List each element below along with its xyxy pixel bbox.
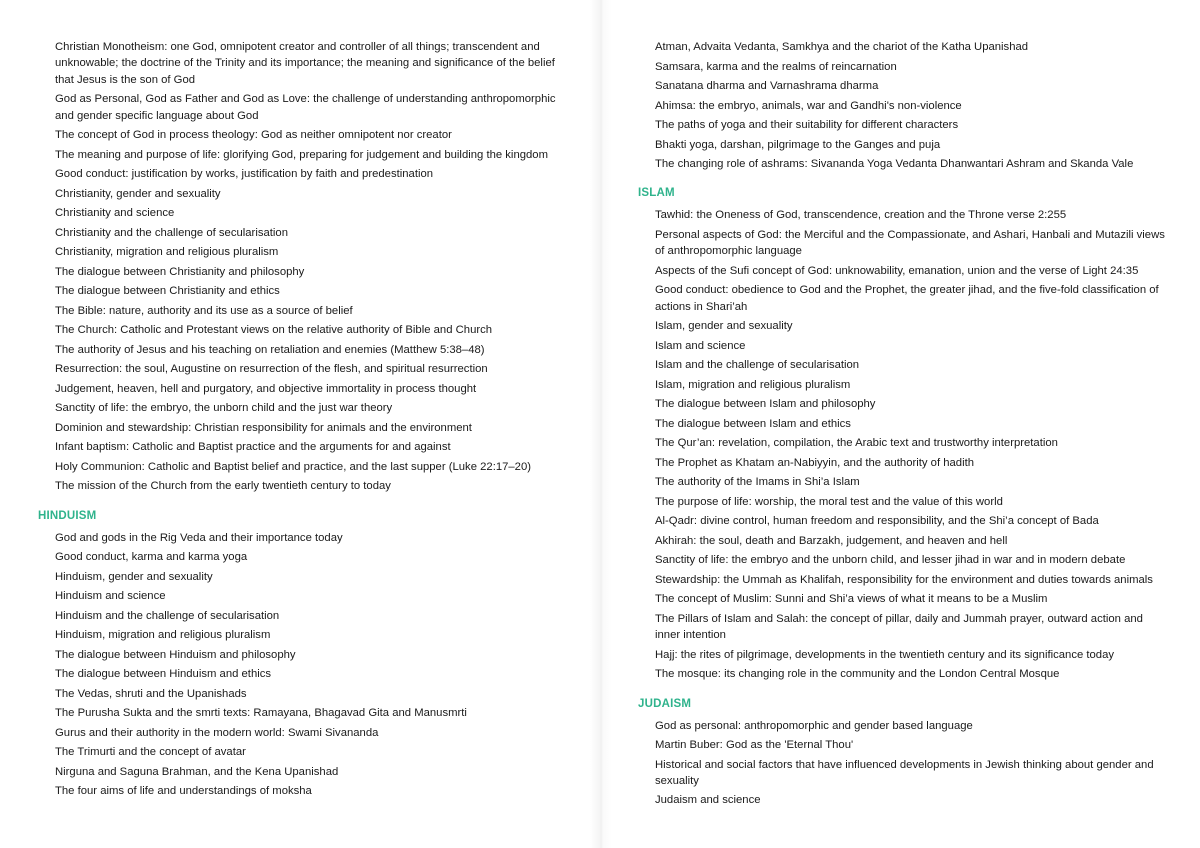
topic-item: The Trimurti and the concept of avatar: [55, 746, 246, 759]
hinduism-continued-topic-list: [638, 39, 1200, 172]
topic-item: The dialogue between Islam and ethics: [655, 417, 851, 430]
topic-item: Sanatana dharma and Varnashrama dharma: [655, 80, 879, 92]
topic-item: God as Personal, God as Father and God as Love: the challenge of understanding anthropomorphic and gender specific language about God: [55, 93, 556, 122]
topic-item: Christian Monotheism: one God, omnipotent creator and controller of all things; transcendent and unknowable; the doctrine of the Trinity and its importance; the meaning and significance of the belief that Jesus is the son of God: [55, 41, 555, 86]
topic-item: Christianity and the challenge of secularisation: [55, 226, 288, 239]
topic-item: Islam and the challenge of secularisation: [655, 359, 860, 372]
topic-item: The Purusha Sukta and the smrti texts: Ramayana, Bhagavad Gita and Manusmrti: [55, 707, 467, 720]
topic-item: The Pillars of Islam and Salah: the concept of pillar, daily and Jummah prayer, outward action and inner intention: [655, 612, 1143, 642]
topic-item: Gurus and their authority in the modern world: Swami Sivananda: [55, 726, 379, 739]
topic-item: Islam, migration and religious pluralism: [655, 378, 851, 391]
topic-item: Holy Communion: Catholic and Baptist belief and practice, and the last supper (Luke 22:17–20): [55, 460, 532, 473]
topic-item: Historical and social factors that have influenced developments in Jewish thinking about gender and sexuality: [655, 758, 1154, 787]
topic-item: The mission of the Church from the early twentieth century to today: [55, 480, 391, 493]
topic-item: Christianity, gender and sexuality: [55, 187, 221, 200]
section-heading-hinduism: HINDUISM: [38, 509, 97, 522]
topic-item: God and gods in the Rig Veda and their importance today: [55, 531, 343, 544]
topic-item: Nirguna and Saguna Brahman, and the Kena Upanishad: [55, 765, 339, 778]
topic-item: The Qur’an: revelation, compilation, the Arabic text and trustworthy interpretation: [655, 437, 1058, 450]
topic-item: The Church: Catholic and Protestant views on the relative authority of Bible and Church: [55, 324, 493, 337]
topic-item: The dialogue between Christianity and philosophy: [55, 265, 305, 278]
section-heading-judaism: JUDAISM: [638, 697, 692, 710]
topic-item: Al-Qadr: divine control, human freedom and responsibility, and the Shi’a concept of Bada: [655, 515, 1099, 528]
topic-item: The changing role of ashrams: Sivananda Yoga Vedanta Dhanwantari Ashram and Skanda Vale: [655, 158, 1134, 170]
topic-item: Stewardship: the Ummah as Khalifah, responsibility for the environment and duties towards animals: [655, 573, 1153, 586]
topic-item: The dialogue between Hinduism and ethics: [55, 668, 272, 681]
hinduism-topic-list: [38, 530, 600, 800]
topic-item: Hinduism, gender and sexuality: [55, 570, 213, 583]
topic-item: Judaism and science: [655, 794, 761, 807]
topic-item: Christianity and science: [55, 207, 175, 220]
islam-topic-list: [638, 207, 1200, 682]
topic-item: Martin Buber: God as the 'Eternal Thou': [655, 739, 854, 752]
topic-item: The four aims of life and understandings of moksha: [55, 785, 312, 798]
topic-item: The Vedas, shruti and the Upanishads: [55, 687, 247, 700]
topic-item: Islam, gender and sexuality: [655, 320, 793, 333]
topic-item: Personal aspects of God: the Merciful and the Compassionate, and Ashari, Hanbali and Mutazili views of anthropomorphic language: [655, 228, 1165, 258]
topic-item: Hinduism and the challenge of secularisation: [55, 609, 280, 622]
topic-item: Christianity, migration and religious pluralism: [55, 246, 279, 259]
topic-item: God as personal: anthropomorphic and gender based language: [655, 719, 973, 732]
topic-item: The concept of Muslim: Sunni and Shi’a views of what it means to be a Muslim: [655, 593, 1048, 606]
topic-item: Good conduct: justification by works, justification by faith and predestination: [55, 168, 434, 181]
topic-item: The meaning and purpose of life: glorifying God, preparing for judgement and building the kingdom: [55, 148, 548, 161]
topic-item: The mosque: its changing role in the community and the London Central Mosque: [655, 668, 1060, 681]
topic-item: Infant baptism: Catholic and Baptist practice and the arguments for and against: [55, 441, 451, 454]
topic-item: The dialogue between Christianity and ethics: [55, 285, 280, 298]
topic-item: Samsara, karma and the realms of reincarnation: [655, 60, 897, 73]
topic-item: Akhirah: the soul, death and Barzakh, judgement, and heaven and hell: [655, 534, 1008, 547]
topic-item: Good conduct, karma and karma yoga: [55, 551, 248, 564]
topic-item: The dialogue between Islam and philosophy: [655, 398, 876, 411]
topic-item: Hinduism and science: [55, 590, 166, 603]
topic-item: Hinduism, migration and religious pluralism: [55, 629, 271, 642]
christianity-topic-list: [38, 39, 600, 495]
topic-item: Resurrection: the soul, Augustine on resurrection of the flesh, and spiritual resurrection: [55, 363, 488, 376]
topic-item: The Prophet as Khatam an-Nabiyyin, and the authority of hadith: [655, 456, 975, 469]
topic-item: Judgement, heaven, hell and purgatory, and objective immortality in process thought: [55, 382, 477, 395]
topic-item: Islam and science: [655, 339, 746, 352]
topic-item: Sanctity of life: the embryo, the unborn child and the just war theory: [55, 402, 393, 415]
topic-item: The paths of yoga and their suitability for different characters: [655, 119, 959, 131]
judaism-topic-list: [638, 718, 1200, 809]
topic-item: The purpose of life: worship, the moral test and the value of this world: [655, 495, 1003, 508]
topic-item: Atman, Advaita Vedanta, Samkhya and the chariot of the Katha Upanishad: [655, 41, 1029, 53]
topic-item: The authority of Jesus and his teaching on retaliation and enemies (Matthew 5:38–48): [55, 343, 485, 356]
topic-item: Good conduct: obedience to God and the Prophet, the greater jihad, and the five-fold classification of actions in Shari’ah: [655, 284, 1159, 313]
topic-item: Hajj: the rites of pilgrimage, developments in the twentieth century and its significance today: [655, 648, 1115, 661]
topic-item: Dominion and stewardship: Christian responsibility for animals and the environment: [55, 421, 472, 434]
topic-item: Ahimsa: the embryo, animals, war and Gandhi's non-violence: [655, 99, 962, 112]
topic-item: The Bible: nature, authority and its use as a source of belief: [55, 304, 353, 317]
topic-item: The concept of God in process theology: God as neither omnipotent nor creator: [55, 129, 452, 142]
topic-item: Tawhid: the Oneness of God, transcendence, creation and the Throne verse 2:255: [655, 209, 1067, 222]
topic-item: The authority of the Imams in Shi’a Islam: [655, 476, 860, 489]
topic-item: The dialogue between Hinduism and philosophy: [55, 648, 296, 661]
section-heading-islam: ISLAM: [638, 187, 675, 200]
right-page: [600, 0, 1200, 848]
topic-item: Sanctity of life: the embryo and the unborn child, and lesser jihad in war and in modern debate: [655, 554, 1126, 567]
topic-item: Bhakti yoga, darshan, pilgrimage to the Ganges and puja: [655, 138, 941, 151]
topic-item: Aspects of the Sufi concept of God: unknowability, emanation, union and the verse of Light 24:35: [655, 264, 1139, 277]
